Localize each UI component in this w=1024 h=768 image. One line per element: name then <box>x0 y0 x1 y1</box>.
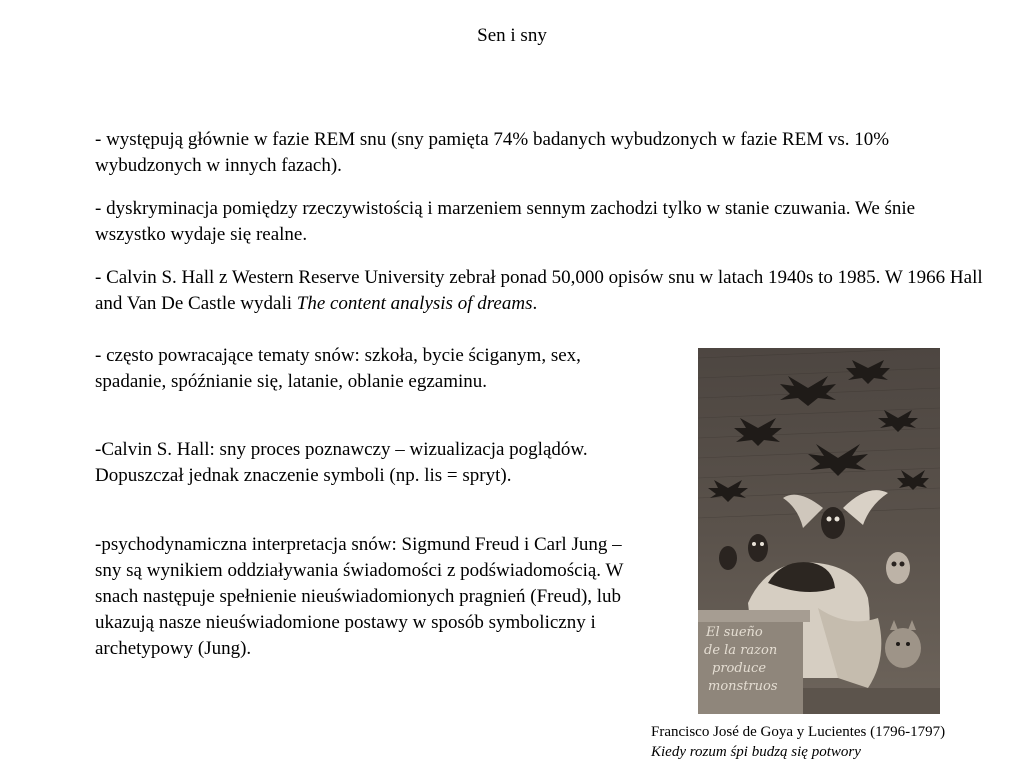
inscription-line: El sueño <box>706 625 763 640</box>
paragraph-recurring-themes: - często powracające tematy snów: szkoła, bycie ściganym, sex, spadanie, spóźnianie się, latanie, oblanie egzaminu. <box>95 345 581 392</box>
paragraph-text: - Calvin S. Hall z Western Reserve University zebrał ponad 50,000 opisów snu w latach 1940s to 1985. W 1966 Hall and Van De Castle wydali <box>95 267 983 314</box>
caption-title: Kiedy rozum śpi budzą się potwory <box>651 744 861 760</box>
paragraph-rem-sleep: - występują głównie w fazie REM snu (sny pamięta 74% badanych wybudzonych w fazie REM vs. 10% wybudzonych w innych fazach). <box>95 129 890 176</box>
inscription-line: de la razon <box>704 643 778 658</box>
slide-title: Sen i sny <box>477 25 547 46</box>
paragraph-psychodynamic: -psychodynamiczna interpretacja snów: Sigmund Freud i Carl Jung – sny są wynikiem oddziaływania świadomości z podświadomością. W snach następuje spełnienie nieuświadomionych pragnień (Freud), lub ukazują nasze nieuświadomione postawy w sposób symboliczny i archetypowy (Jung). <box>95 534 624 659</box>
image-caption <box>651 722 945 762</box>
caption-artist: Francisco José de Goya y Lucientes (1796-1797) <box>651 724 946 740</box>
book-title: The content analysis of dreams <box>296 293 533 314</box>
paragraph-hall-cognitive: -Calvin S. Hall: sny proces poznawczy – wizualizacja poglądów. Dopuszczał jednak znaczenie symboli (np. lis = spryt). <box>95 439 588 486</box>
inscription-line: monstruos <box>708 679 778 694</box>
paragraph-end: . <box>532 293 538 314</box>
inscription-line: produce <box>712 661 767 676</box>
goya-etching-image <box>698 348 940 714</box>
paragraph-reality-discrimination: - dyskryminacja pomiędzy rzeczywistością i marzeniem sennym zachodzi tylko w stanie czuwania. We śnie wszystko wydaje się realne. <box>95 198 916 245</box>
paragraph-calvin-hall-research <box>95 265 985 317</box>
